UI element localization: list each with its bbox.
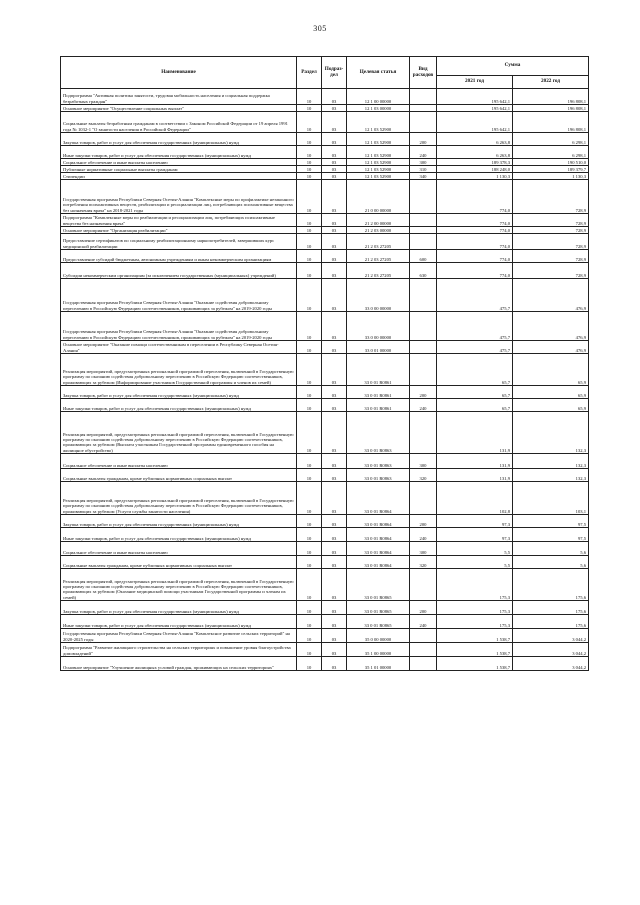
row-subsection: 03 [322, 279, 347, 312]
header-section: Раздел [297, 57, 322, 89]
table-row [61, 173, 589, 180]
row-article: 33 0 00 00000 [347, 279, 410, 312]
row-sum-2021: 131,9 [437, 469, 513, 482]
row-expense-type: 200 [410, 386, 437, 399]
row-subsection: 03 [322, 569, 347, 601]
row-sum-2022: 196 808,1 [513, 112, 589, 133]
row-name: Реализация мероприятий, предусмотренных региональной программой переселения, включенной в Государственную программу по оказанию содействия добровольному переселению в Российскую Федерацию соотечественников, проживающих за рубежом (Информирование участников Государственной программы и членов их семей) [61, 354, 297, 386]
row-expense-type: 340 [410, 173, 437, 180]
row-expense-type [410, 227, 437, 234]
row-expense-type [410, 105, 437, 112]
row-section: 10 [297, 234, 322, 250]
table-row [61, 105, 589, 112]
row-subsection: 03 [322, 105, 347, 112]
row-sum-2022: 103,1 [513, 482, 589, 515]
row-subsection: 03 [322, 341, 347, 354]
row-article: 33 0 01 R0864 [347, 528, 410, 542]
row-section: 10 [297, 279, 322, 312]
row-section: 10 [297, 386, 322, 399]
row-expense-type [410, 657, 437, 671]
row-sum-2021: 5,5 [437, 542, 513, 556]
table-row [61, 643, 589, 657]
row-section: 10 [297, 112, 322, 133]
row-name: Предоставление субсидий бюджетным, автономным учреждениям и иным некоммерческим организациям [61, 250, 297, 263]
row-article: 21 2 03 27205 [347, 250, 410, 263]
table-row [61, 227, 589, 234]
table-row [61, 279, 589, 312]
row-sum-2021: 65,7 [437, 399, 513, 412]
row-sum-2021: 1 538,7 [437, 657, 513, 671]
row-expense-type [410, 354, 437, 386]
row-sum-2021: 102,8 [437, 482, 513, 515]
row-expense-type: 240 [410, 146, 437, 159]
row-subsection: 03 [322, 657, 347, 671]
table-row [61, 469, 589, 482]
row-subsection: 03 [322, 454, 347, 469]
row-section: 10 [297, 399, 322, 412]
row-article: 35 1 01 00000 [347, 657, 410, 671]
row-sum-2022: 5,6 [513, 556, 589, 569]
row-article: 12 1 00 00000 [347, 89, 410, 105]
row-expense-type: 300 [410, 542, 437, 556]
row-sum-2021: 175,3 [437, 615, 513, 629]
header-sum: Сумма [437, 57, 589, 76]
row-expense-type [410, 629, 437, 643]
row-article: 33 0 01 R0863 [347, 412, 410, 454]
row-subsection: 03 [322, 112, 347, 133]
row-name: Основное мероприятие "Организация реабилитации" [61, 227, 297, 234]
row-sum-2022: 6 298,1 [513, 146, 589, 159]
row-sum-2022: 728,9 [513, 234, 589, 250]
row-name: Основное мероприятие "Оказание помощи соотечественникам в переселении в Республику Северная Осетия-Алания" [61, 341, 297, 354]
row-sum-2022: 132,3 [513, 454, 589, 469]
table-row [61, 166, 589, 173]
row-article: 33 0 01 R0863 [347, 469, 410, 482]
row-subsection: 03 [322, 89, 347, 105]
row-section: 10 [297, 173, 322, 180]
row-subsection: 03 [322, 146, 347, 159]
row-name: Реализация мероприятий, предусмотренных региональной программой переселения, включенной в Государственную программу по оказанию содействия добровольному переселению в Российскую Федерацию соотечественников, проживающих за рубежом (Услуги службы занятости населения) [61, 482, 297, 515]
table-row [61, 454, 589, 469]
row-sum-2021: 131,9 [437, 412, 513, 454]
row-expense-type [410, 214, 437, 227]
row-name: Социальное обеспечение и иные выплаты населению [61, 454, 297, 469]
row-article: 12 1 03 52900 [347, 112, 410, 133]
row-expense-type [410, 279, 437, 312]
row-section: 10 [297, 166, 322, 173]
table-row [61, 515, 589, 528]
table-row [61, 386, 589, 399]
row-subsection: 03 [322, 386, 347, 399]
row-sum-2022: 132,3 [513, 412, 589, 454]
row-sum-2021: 6 263,8 [437, 133, 513, 146]
row-name: Государственная программа Республики Северная Осетия-Алания "Оказание содействия добровольному переселению в Российскую Федерацию соотечественников, проживающих за рубежом" на 2019-2020 годы [61, 279, 297, 312]
row-sum-2022: 65,9 [513, 354, 589, 386]
row-article: 33 0 01 R0863 [347, 454, 410, 469]
row-sum-2022: 6 298,1 [513, 133, 589, 146]
row-subsection: 03 [322, 312, 347, 341]
row-name: Иные закупки товаров, работ и услуг для обеспечения государственных (муниципальных) нужд [61, 528, 297, 542]
header-subsection: Подраз- дел [322, 57, 347, 89]
row-expense-type: 300 [410, 159, 437, 166]
row-expense-type: 630 [410, 263, 437, 279]
row-sum-2022: 476,9 [513, 312, 589, 341]
table-row [61, 89, 589, 105]
row-sum-2022: 1 130,3 [513, 173, 589, 180]
table-row [61, 146, 589, 159]
row-sum-2022: 728,9 [513, 263, 589, 279]
row-article: 12 1 03 52900 [347, 166, 410, 173]
row-article: 33 0 01 R0864 [347, 542, 410, 556]
table-row [61, 234, 589, 250]
table-row [61, 159, 589, 166]
row-article: 21 2 03 00000 [347, 227, 410, 234]
row-expense-type: 600 [410, 250, 437, 263]
row-sum-2021: 97,3 [437, 528, 513, 542]
row-subsection: 03 [322, 515, 347, 528]
row-article: 21 2 03 27205 [347, 234, 410, 250]
row-name: Основное мероприятие "Осуществление социальных выплат" [61, 105, 297, 112]
row-section: 10 [297, 354, 322, 386]
row-expense-type: 300 [410, 454, 437, 469]
row-name: Иные закупки товаров, работ и услуг для обеспечения государственных (муниципальных) нужд [61, 399, 297, 412]
row-article: 33 0 01 R0865 [347, 615, 410, 629]
row-expense-type [410, 112, 437, 133]
row-article: 21 2 03 27205 [347, 263, 410, 279]
row-subsection: 03 [322, 482, 347, 515]
table-row [61, 214, 589, 227]
row-article: 21 0 00 00000 [347, 180, 410, 214]
page-number: 305 [313, 24, 327, 33]
row-name: Подпрограмма "Активная политика занятости, трудовая мобильность населения и социальная поддержка безработных граждан" [61, 89, 297, 105]
row-article: 33 0 00 00000 [347, 312, 410, 341]
row-sum-2021: 774,0 [437, 180, 513, 214]
row-subsection: 03 [322, 263, 347, 279]
row-name: Закупка товаров, работ и услуг для обеспечения государственных (муниципальных) нужд [61, 386, 297, 399]
table-row [61, 312, 589, 341]
row-section: 10 [297, 515, 322, 528]
header-name: Наименование [61, 57, 297, 89]
row-expense-type: 310 [410, 166, 437, 173]
table-row [61, 629, 589, 643]
row-section: 10 [297, 556, 322, 569]
row-expense-type: 200 [410, 601, 437, 615]
row-section: 10 [297, 657, 322, 671]
row-section: 10 [297, 146, 322, 159]
table-row [61, 528, 589, 542]
table-row [61, 482, 589, 515]
row-article: 12 1 03 52900 [347, 173, 410, 180]
row-section: 10 [297, 454, 322, 469]
row-name: Иные закупки товаров, работ и услуг для обеспечения государственных (муниципальных) нужд [61, 146, 297, 159]
row-section: 10 [297, 482, 322, 515]
table-row [61, 341, 589, 354]
row-name: Государственная программа Республики Северная Осетия-Алания "Комплексные меры по профилактике незаконного потребления психоактивных веществ, реабилитации и ресоциализации лиц, потребляющих психоактивные вещества без назначения врача" на 2018-2021 годы [61, 180, 297, 214]
row-sum-2022: 175,6 [513, 569, 589, 601]
row-sum-2021: 97,3 [437, 515, 513, 528]
table-row [61, 657, 589, 671]
row-sum-2021: 65,7 [437, 386, 513, 399]
header-expense-type: Вид расходов [410, 57, 437, 89]
row-expense-type: 240 [410, 528, 437, 542]
row-sum-2021: 774,0 [437, 214, 513, 227]
row-name: Социальное обеспечение и иные выплаты населению [61, 159, 297, 166]
table-row [61, 542, 589, 556]
row-section: 10 [297, 227, 322, 234]
row-subsection: 03 [322, 173, 347, 180]
row-sum-2021: 131,9 [437, 454, 513, 469]
row-subsection: 03 [322, 250, 347, 263]
row-article: 33 0 01 R0865 [347, 569, 410, 601]
row-expense-type: 200 [410, 133, 437, 146]
row-sum-2021: 1 538,7 [437, 643, 513, 657]
row-sum-2021: 774,0 [437, 227, 513, 234]
row-subsection: 03 [322, 354, 347, 386]
row-section: 10 [297, 263, 322, 279]
row-section: 10 [297, 159, 322, 166]
row-sum-2021: 1 130,3 [437, 173, 513, 180]
row-sum-2022: 3 044,2 [513, 629, 589, 643]
row-subsection: 03 [322, 234, 347, 250]
row-expense-type: 320 [410, 556, 437, 569]
row-sum-2021: 195 642,1 [437, 105, 513, 112]
row-subsection: 03 [322, 412, 347, 454]
row-section: 10 [297, 312, 322, 341]
row-expense-type [410, 312, 437, 341]
table-row [61, 569, 589, 601]
row-name: Стипендии [61, 173, 297, 180]
row-subsection: 03 [322, 214, 347, 227]
row-sum-2022: 65,9 [513, 386, 589, 399]
row-sum-2021: 774,0 [437, 250, 513, 263]
row-subsection: 03 [322, 629, 347, 643]
table-row [61, 133, 589, 146]
table-row [61, 399, 589, 412]
row-sum-2021: 475,7 [437, 312, 513, 341]
row-name: Основное мероприятие "Улучшение жилищных условий граждан, проживающих на сельских территориях" [61, 657, 297, 671]
row-name: Подпрограмма "Комплексные меры по реабилитации и ресоциализации лиц, потребляющих психоактивные вещества без назначения врача" [61, 214, 297, 227]
row-section: 10 [297, 542, 322, 556]
row-name: Подпрограмма "Развитие жилищного строительства на сельских территориях и повышение уровня благоустройства домовладений" [61, 643, 297, 657]
row-sum-2021: 5,5 [437, 556, 513, 569]
row-section: 10 [297, 569, 322, 601]
row-expense-type: 320 [410, 469, 437, 482]
row-sum-2021: 6 263,8 [437, 146, 513, 159]
row-article: 33 0 01 00000 [347, 341, 410, 354]
row-expense-type [410, 89, 437, 105]
row-name: Публичные нормативные социальные выплаты гражданам [61, 166, 297, 173]
row-sum-2022: 190 510,0 [513, 159, 589, 166]
row-article: 33 0 01 R0861 [347, 386, 410, 399]
row-expense-type: 240 [410, 615, 437, 629]
row-name: Закупка товаров, работ и услуг для обеспечения государственных (муниципальных) нужд [61, 133, 297, 146]
row-section: 10 [297, 133, 322, 146]
row-sum-2022: 3 044,2 [513, 657, 589, 671]
row-section: 10 [297, 341, 322, 354]
row-name: Государственная программа Республики Северная Осетия-Алания "Комплексное развитие сельских территорий" на 2020-2025 годы [61, 629, 297, 643]
row-name: Социальные выплаты гражданам, кроме публичных нормативных социальных выплат [61, 556, 297, 569]
table-row [61, 180, 589, 214]
table-row [61, 263, 589, 279]
table-row [61, 250, 589, 263]
row-section: 10 [297, 615, 322, 629]
row-section: 10 [297, 528, 322, 542]
row-sum-2022: 97,5 [513, 528, 589, 542]
row-expense-type [410, 180, 437, 214]
row-subsection: 03 [322, 133, 347, 146]
table-row [61, 556, 589, 569]
row-name: Реализация мероприятий, предусмотренных региональной программой переселения, включенной в Государственную программу по оказанию содействия добровольному переселению в Российскую Федерацию соотечественников, проживающих за рубежом (Выплата участникам Государственной программы единовременного пособия на жилищное обустройство) [61, 412, 297, 454]
row-subsection: 03 [322, 601, 347, 615]
row-sum-2021: 189 378,3 [437, 159, 513, 166]
row-sum-2022: 132,3 [513, 469, 589, 482]
row-sum-2021: 175,3 [437, 601, 513, 615]
row-article: 33 0 01 R0861 [347, 399, 410, 412]
row-article: 33 0 01 R0864 [347, 482, 410, 515]
row-article: 12 1 03 00000 [347, 105, 410, 112]
row-article: 33 0 01 R0861 [347, 354, 410, 386]
row-article: 33 0 01 R0864 [347, 515, 410, 528]
row-sum-2021: 188 248,0 [437, 166, 513, 173]
table-row [61, 354, 589, 386]
row-sum-2022: 196 808,1 [513, 105, 589, 112]
row-expense-type [410, 234, 437, 250]
row-name: Закупка товаров, работ и услуг для обеспечения государственных (муниципальных) нужд [61, 515, 297, 528]
row-name: Закупка товаров, работ и услуг для обеспечения государственных (муниципальных) нужд [61, 601, 297, 615]
row-name: Иные закупки товаров, работ и услуг для обеспечения государственных (муниципальных) нужд [61, 615, 297, 629]
table-body [61, 89, 589, 671]
row-article: 12 1 03 52900 [347, 133, 410, 146]
row-subsection: 03 [322, 399, 347, 412]
table-row [61, 412, 589, 454]
row-sum-2022: 728,9 [513, 250, 589, 263]
row-sum-2022: 476,9 [513, 341, 589, 354]
row-subsection: 03 [322, 528, 347, 542]
table-header [61, 57, 589, 89]
row-sum-2021: 175,3 [437, 569, 513, 601]
row-sum-2021: 195 642,1 [437, 112, 513, 133]
row-sum-2021: 195 642,1 [437, 89, 513, 105]
row-sum-2021: 1 538,7 [437, 629, 513, 643]
row-section: 10 [297, 412, 322, 454]
row-name: Предоставление сертификатов по социальному реабилитационному наркопотребителей, завершивших курс медицинской реабилитации [61, 234, 297, 250]
row-article: 21 2 00 00000 [347, 214, 410, 227]
header-article: Целевая статья [347, 57, 410, 89]
row-subsection: 03 [322, 180, 347, 214]
table-row [61, 601, 589, 615]
row-sum-2022: 175,6 [513, 615, 589, 629]
row-subsection: 03 [322, 542, 347, 556]
row-sum-2022: 175,6 [513, 601, 589, 615]
row-sum-2021: 65,7 [437, 354, 513, 386]
row-sum-2022: 728,9 [513, 180, 589, 214]
row-sum-2022: 196 808,1 [513, 89, 589, 105]
table-row [61, 112, 589, 133]
row-section: 10 [297, 89, 322, 105]
row-subsection: 03 [322, 227, 347, 234]
row-article: 35 1 00 00000 [347, 643, 410, 657]
row-name: Государственная программа Республики Северная Осетия-Алания "Оказание содействия добровольному переселению в Российскую Федерацию соотечественников, проживающих за рубежом" на 2019-2020 годы [61, 312, 297, 341]
row-article: 12 1 03 52900 [347, 146, 410, 159]
row-section: 10 [297, 469, 322, 482]
row-sum-2021: 774,0 [437, 234, 513, 250]
row-section: 10 [297, 105, 322, 112]
budget-table [60, 56, 589, 671]
row-name: Субсидии некоммерческим организациям (за исключением государственных (муниципальных) учреждений) [61, 263, 297, 279]
row-section: 10 [297, 180, 322, 214]
row-section: 10 [297, 214, 322, 227]
row-sum-2022: 65,9 [513, 399, 589, 412]
row-sum-2022: 5,6 [513, 542, 589, 556]
row-sum-2022: 97,5 [513, 515, 589, 528]
row-sum-2022: 476,9 [513, 279, 589, 312]
row-expense-type [410, 341, 437, 354]
header-year-2022: 2022 год [513, 76, 589, 89]
row-subsection: 03 [322, 469, 347, 482]
row-expense-type [410, 569, 437, 601]
row-section: 10 [297, 643, 322, 657]
row-subsection: 03 [322, 643, 347, 657]
row-article: 12 1 03 52900 [347, 159, 410, 166]
row-sum-2021: 774,0 [437, 263, 513, 279]
header-year-2021: 2021 год [437, 76, 513, 89]
row-name: Социальные выплаты безработным гражданам в соответствии с Законом Российской Федерации от 19 апреля 1991 года № 1032-1 "О занятости населения в Российской Федерации" [61, 112, 297, 133]
row-subsection: 03 [322, 166, 347, 173]
row-name: Социальные выплаты гражданам, кроме публичных нормативных социальных выплат [61, 469, 297, 482]
row-article: 35 0 00 00000 [347, 629, 410, 643]
row-article: 33 0 01 R0864 [347, 556, 410, 569]
row-sum-2022: 189 379,7 [513, 166, 589, 173]
row-name: Социальное обеспечение и иные выплаты населению [61, 542, 297, 556]
row-sum-2022: 728,9 [513, 227, 589, 234]
table-row [61, 615, 589, 629]
row-expense-type [410, 643, 437, 657]
row-sum-2021: 475,7 [437, 341, 513, 354]
row-expense-type: 200 [410, 515, 437, 528]
row-sum-2022: 3 044,2 [513, 643, 589, 657]
row-sum-2022: 728,9 [513, 214, 589, 227]
row-section: 10 [297, 601, 322, 615]
row-subsection: 03 [322, 615, 347, 629]
row-name: Реализация мероприятий, предусмотренных региональной программой переселения, включенной в Государственную программу по оказанию содействия добровольному переселению в Российскую Федерацию соотечественников, проживающих за рубежом (Оказание медицинской помощи участникам Государственной программы и членам их семей) [61, 569, 297, 601]
row-sum-2021: 475,7 [437, 279, 513, 312]
row-section: 10 [297, 629, 322, 643]
row-section: 10 [297, 250, 322, 263]
row-subsection: 03 [322, 556, 347, 569]
row-expense-type [410, 482, 437, 515]
row-expense-type: 240 [410, 399, 437, 412]
row-subsection: 03 [322, 159, 347, 166]
row-expense-type [410, 412, 437, 454]
row-article: 33 0 01 R0865 [347, 601, 410, 615]
